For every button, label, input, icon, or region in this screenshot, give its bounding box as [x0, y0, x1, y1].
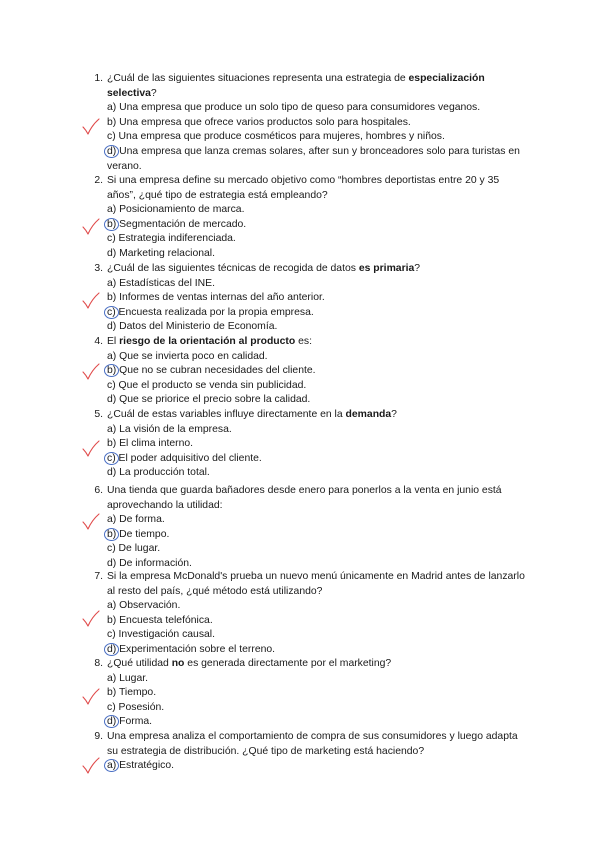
check-mark-icon: [82, 218, 100, 236]
selected-answer-circle: [104, 643, 119, 656]
question-2: [94, 174, 527, 262]
answer-option[interactable]: [107, 528, 527, 543]
question-stem: [107, 408, 527, 423]
answer-option-text: a) La visión de la empresa.: [107, 423, 232, 435]
answer-option[interactable]: [107, 614, 527, 629]
answer-option-text: c) El poder adquisitivo del cliente.: [107, 452, 262, 464]
answer-option[interactable]: [107, 701, 527, 716]
selected-answer-circle: [104, 306, 119, 319]
check-mark-icon: [82, 440, 100, 458]
answer-option[interactable]: [107, 628, 527, 643]
answer-option-text: d) Forma.: [107, 716, 153, 728]
check-mark-icon: [82, 292, 100, 310]
question-6: [94, 484, 527, 572]
answer-option[interactable]: [107, 672, 527, 687]
question-text-end: ?: [391, 409, 397, 420]
question-text-end: ?: [414, 263, 421, 274]
answer-option-text: d) Datos del Ministerio de Economía.: [107, 321, 278, 333]
answer-option-text: c) Encuesta realizada por la propia empresa.: [107, 306, 314, 318]
answer-option[interactable]: [107, 203, 527, 218]
question-8: [94, 657, 527, 730]
selected-answer-circle: [104, 145, 119, 158]
answer-option-text: d) De información.: [107, 557, 192, 569]
answer-option-text: a) Estratégico.: [107, 760, 174, 772]
answer-option[interactable]: [107, 116, 527, 131]
answer-option[interactable]: [107, 320, 527, 335]
answer-option[interactable]: [107, 232, 527, 247]
answer-option-text: c) Posesión.: [107, 701, 165, 713]
answer-option-text: d) Experimentación sobre el terreno.: [107, 643, 276, 655]
selected-answer-circle: [104, 452, 119, 465]
answer-option[interactable]: [107, 145, 527, 174]
question-stem: [107, 174, 527, 203]
answer-option-text: b) Que no se cubran necesidades del cliente.: [107, 365, 316, 377]
answer-option-text: b) Una empresa que ofrece varios productos solo para hospitales.: [107, 116, 411, 128]
answer-option[interactable]: [107, 350, 527, 365]
answer-option-text: d) La producción total.: [107, 467, 210, 479]
answer-option[interactable]: [107, 379, 527, 394]
answer-option-text: a) Estadísticas del INE.: [107, 277, 215, 289]
question-emphasis: no: [171, 658, 185, 669]
question-number: 8.: [94, 658, 103, 669]
answer-option-text: b) De tiempo.: [107, 528, 170, 540]
check-mark-icon: [82, 363, 100, 381]
question-4: [94, 335, 527, 408]
question-3: [94, 262, 527, 335]
answer-option-text: d) Marketing relacional.: [107, 247, 215, 259]
question-emphasis: especialización selectiva: [107, 73, 485, 99]
answer-option[interactable]: [107, 130, 527, 145]
answer-option[interactable]: [107, 466, 527, 481]
answer-option-text: b) Segmentación de mercado.: [107, 218, 247, 230]
answer-option-text: a) Lugar.: [107, 672, 149, 684]
answer-option[interactable]: [107, 277, 527, 292]
question-number: 1.: [94, 73, 103, 84]
question-emphasis: riesgo de la orientación al producto: [119, 336, 296, 347]
question-9: [94, 730, 527, 774]
answer-option[interactable]: [107, 364, 527, 379]
answer-option[interactable]: [107, 542, 527, 557]
check-mark-icon: [82, 757, 100, 775]
question-text-end: es:: [295, 336, 312, 347]
question-text: ¿Cuál de las siguientes técnicas de recogida de datos: [107, 263, 359, 274]
answer-option-text: b) Tiempo.: [107, 687, 157, 699]
answer-option[interactable]: [107, 643, 527, 658]
answer-option[interactable]: [107, 437, 527, 452]
answer-option[interactable]: [107, 513, 527, 528]
answer-option-text: a) Observación.: [107, 600, 181, 612]
question-emphasis: es primaria: [358, 263, 415, 274]
answer-option-text: c) Estrategia indiferenciada.: [107, 233, 236, 245]
question-number: 4.: [94, 336, 103, 347]
question-text: ¿Cuál de las siguientes situaciones representa una estrategia de: [107, 73, 409, 84]
question-stem: [107, 657, 527, 672]
answer-option[interactable]: [107, 291, 527, 306]
selected-answer-circle: [104, 218, 119, 231]
question-number: 6.: [94, 485, 103, 496]
question-text-end: es generada directamente por el marketing?: [184, 658, 392, 669]
question-number: 3.: [94, 263, 103, 274]
question-stem: [107, 335, 527, 350]
answer-option[interactable]: [107, 452, 527, 467]
answer-option-text: c) Investigación causal.: [107, 629, 216, 641]
answer-option[interactable]: [107, 247, 527, 262]
answer-option-text: a) De forma.: [107, 514, 165, 526]
answer-option[interactable]: [107, 423, 527, 438]
answer-option-text: d) Que se priorice el precio sobre la calidad.: [107, 394, 311, 406]
answer-option[interactable]: [107, 599, 527, 614]
answer-option[interactable]: [107, 218, 527, 233]
question-text: ¿Qué utilidad: [107, 658, 172, 669]
question-number: 9.: [94, 731, 103, 742]
question-text: Una empresa analiza el comportamiento de compra de sus consumidores y luego adapta su estrategia de distribución. ¿Qué tipo de marketing está haciendo?: [107, 731, 518, 757]
answer-option[interactable]: [107, 393, 527, 408]
question-text-end: ?: [150, 87, 157, 99]
question-stem: [107, 262, 527, 277]
question-stem: [107, 730, 527, 759]
question-text: Si una empresa define su mercado objetivo como “hombres deportistas entre 20 y 35 años”, ¿qué tipo de estrategia está empleando?: [107, 175, 500, 201]
answer-option[interactable]: [107, 759, 527, 774]
answer-option[interactable]: [107, 686, 527, 701]
question-5: [94, 408, 527, 481]
question-emphasis: demanda: [345, 409, 392, 420]
question-7: [94, 570, 527, 658]
answer-option-text: a) Que se invierta poco en calidad.: [107, 350, 268, 362]
answer-option-text: a) Una empresa que produce un solo tipo de queso para consumidores veganos.: [107, 102, 481, 114]
answer-option-text: b) Informes de ventas internas del año anterior.: [107, 292, 325, 304]
answer-option-text: b) Encuesta telefónica.: [107, 614, 213, 626]
answer-option[interactable]: [107, 101, 527, 116]
question-stem: [107, 484, 527, 513]
answer-option[interactable]: [107, 715, 527, 730]
question-text: Una tienda que guarda bañadores desde enero para ponerlos a la venta en junio está aprovechando la utilidad:: [107, 485, 502, 511]
answer-option-text: c) Que el producto se venda sin publicidad.: [107, 379, 307, 391]
question-number: 5.: [94, 409, 103, 420]
answer-option-text: d) Una empresa que lanza cremas solares, after sun y bronceadores solo para turistas en verano.: [107, 145, 520, 172]
question-text: ¿Cuál de estas variables influye directamente en la: [107, 409, 346, 420]
check-mark-icon: [82, 118, 100, 136]
question-stem: [107, 72, 527, 101]
answer-option-text: c) De lugar.: [107, 543, 161, 555]
check-mark-icon: [82, 688, 100, 706]
check-mark-icon: [82, 513, 100, 531]
question-number: 2.: [94, 175, 103, 186]
answer-option-text: a) Posicionamiento de marca.: [107, 204, 245, 216]
answer-option[interactable]: [107, 306, 527, 321]
question-text: Si la empresa McDonald's prueba un nuevo menú únicamente en Madrid antes de lanzarlo al resto del país, ¿qué método está utilizando?: [107, 571, 525, 597]
answer-option-text: c) Una empresa que produce cosméticos para mujeres, hombres y niños.: [107, 131, 445, 143]
selected-answer-circle: [104, 528, 119, 541]
question-text: El: [107, 336, 120, 347]
answer-option-text: b) El clima interno.: [107, 438, 194, 450]
question-stem: [107, 570, 527, 599]
check-mark-icon: [82, 610, 100, 628]
question-1: [94, 72, 527, 174]
question-number: 7.: [94, 571, 103, 582]
